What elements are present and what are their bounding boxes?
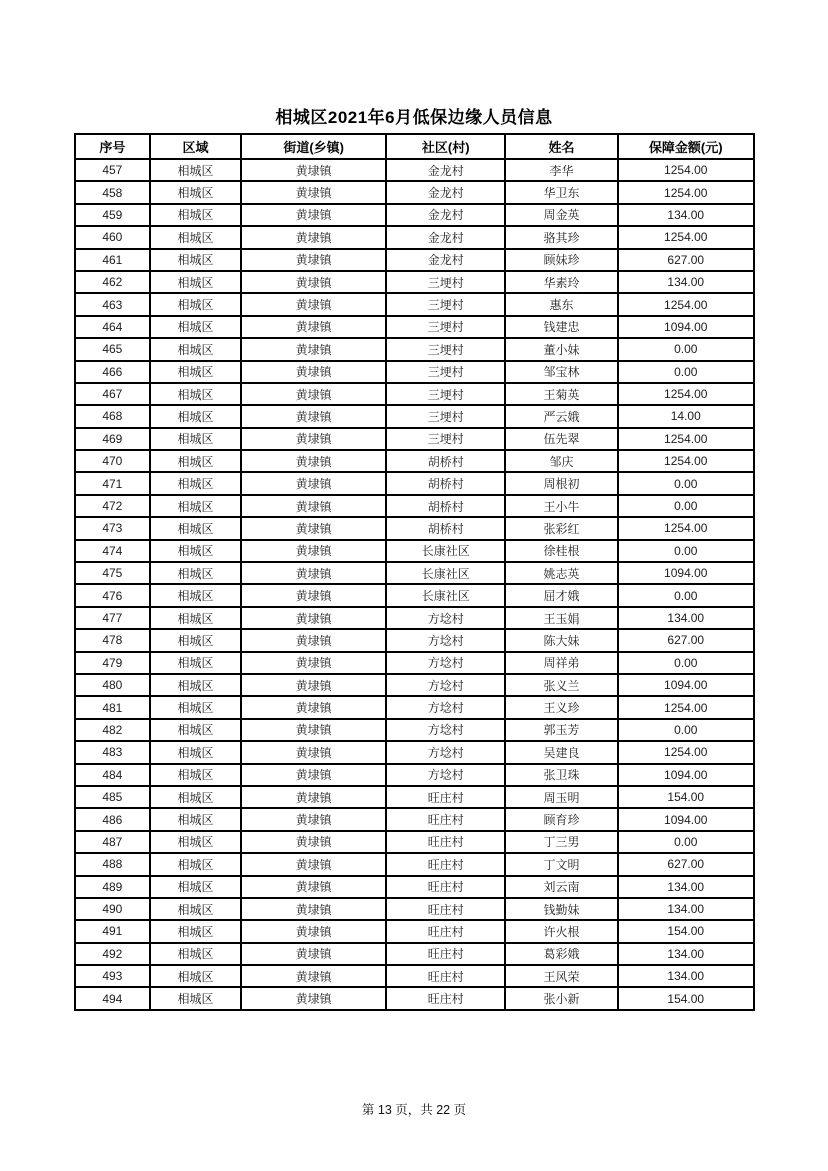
cell-amount: 0.00 [618,495,755,517]
cell-amount: 1254.00 [618,517,755,539]
cell-street: 黄埭镇 [241,338,386,360]
cell-street: 黄埭镇 [241,405,386,427]
table-row [75,495,754,517]
cell-community: 三埂村 [386,405,506,427]
cell-region: 相城区 [150,293,242,315]
cell-community: 胡桥村 [386,517,506,539]
cell-community: 旺庄村 [386,786,506,808]
cell-street: 黄埭镇 [241,293,386,315]
cell-amount: 1254.00 [618,293,755,315]
table-row [75,383,754,405]
cell-serial: 492 [75,943,150,965]
cell-region: 相城区 [150,181,242,203]
cell-name: 钱勤妹 [505,898,617,920]
cell-region: 相城区 [150,472,242,494]
cell-amount: 0.00 [618,652,755,674]
table-row [75,159,754,181]
table-row [75,831,754,853]
records-table [74,133,755,1011]
cell-community: 三埂村 [386,271,506,293]
cell-street: 黄埭镇 [241,920,386,942]
cell-name: 王风荣 [505,965,617,987]
cell-amount: 154.00 [618,786,755,808]
cell-serial: 489 [75,876,150,898]
table-row [75,965,754,987]
cell-amount: 134.00 [618,204,755,226]
cell-region: 相城区 [150,159,242,181]
cell-serial: 462 [75,271,150,293]
table-row [75,898,754,920]
cell-amount: 1254.00 [618,696,755,718]
cell-amount: 1254.00 [618,428,755,450]
cell-amount: 134.00 [618,965,755,987]
cell-amount: 1254.00 [618,181,755,203]
cell-region: 相城区 [150,383,242,405]
cell-name: 骆其珍 [505,226,617,248]
column-header-name: 姓名 [505,134,617,159]
cell-name: 邹庆 [505,450,617,472]
cell-serial: 466 [75,361,150,383]
cell-street: 黄埭镇 [241,808,386,830]
cell-amount: 627.00 [618,249,755,271]
cell-street: 黄埭镇 [241,181,386,203]
cell-serial: 474 [75,540,150,562]
table-row [75,629,754,651]
page-title: 相城区2021年6月低保边缘人员信息 [275,108,553,127]
cell-community: 旺庄村 [386,853,506,875]
table-row [75,338,754,360]
cell-community: 旺庄村 [386,943,506,965]
cell-street: 黄埭镇 [241,584,386,606]
cell-region: 相城区 [150,965,242,987]
cell-serial: 475 [75,562,150,584]
cell-region: 相城区 [150,338,242,360]
cell-region: 相城区 [150,920,242,942]
table-row [75,293,754,315]
cell-serial: 482 [75,719,150,741]
cell-name: 伍先翠 [505,428,617,450]
cell-serial: 490 [75,898,150,920]
table-row [75,607,754,629]
column-header-region: 区域 [150,134,242,159]
cell-serial: 463 [75,293,150,315]
cell-community: 金龙村 [386,204,506,226]
cell-region: 相城区 [150,831,242,853]
cell-amount: 0.00 [618,540,755,562]
cell-street: 黄埭镇 [241,719,386,741]
cell-community: 方埝村 [386,719,506,741]
cell-region: 相城区 [150,517,242,539]
cell-serial: 473 [75,517,150,539]
cell-community: 旺庄村 [386,920,506,942]
cell-region: 相城区 [150,316,242,338]
cell-street: 黄埭镇 [241,741,386,763]
cell-community: 旺庄村 [386,808,506,830]
cell-community: 方埝村 [386,652,506,674]
cell-serial: 460 [75,226,150,248]
table-row [75,204,754,226]
cell-region: 相城区 [150,741,242,763]
cell-region: 相城区 [150,876,242,898]
cell-serial: 468 [75,405,150,427]
cell-street: 黄埭镇 [241,764,386,786]
cell-region: 相城区 [150,719,242,741]
cell-name: 王菊英 [505,383,617,405]
cell-region: 相城区 [150,898,242,920]
cell-amount: 0.00 [618,338,755,360]
cell-region: 相城区 [150,584,242,606]
cell-amount: 154.00 [618,920,755,942]
cell-serial: 487 [75,831,150,853]
table-row [75,361,754,383]
cell-serial: 476 [75,584,150,606]
table-container [74,133,755,1011]
cell-amount: 134.00 [618,607,755,629]
cell-name: 张小新 [505,987,617,1009]
cell-serial: 477 [75,607,150,629]
cell-region: 相城区 [150,428,242,450]
table-row [75,584,754,606]
cell-name: 张彩红 [505,517,617,539]
cell-street: 黄埭镇 [241,540,386,562]
cell-amount: 1254.00 [618,383,755,405]
cell-name: 董小妹 [505,338,617,360]
cell-name: 周玉明 [505,786,617,808]
cell-street: 黄埭镇 [241,607,386,629]
cell-amount: 1094.00 [618,764,755,786]
cell-community: 胡桥村 [386,450,506,472]
table-row [75,652,754,674]
table-row [75,920,754,942]
cell-serial: 486 [75,808,150,830]
cell-amount: 1254.00 [618,450,755,472]
cell-name: 姚志英 [505,562,617,584]
cell-serial: 470 [75,450,150,472]
cell-name: 吴建良 [505,741,617,763]
cell-street: 黄埭镇 [241,517,386,539]
cell-community: 方埝村 [386,674,506,696]
cell-serial: 469 [75,428,150,450]
column-header-amount: 保障金额(元) [618,134,755,159]
cell-amount: 154.00 [618,987,755,1009]
table-row [75,741,754,763]
cell-region: 相城区 [150,808,242,830]
cell-community: 三埂村 [386,383,506,405]
cell-name: 顾育珍 [505,808,617,830]
cell-community: 方埝村 [386,764,506,786]
cell-region: 相城区 [150,405,242,427]
cell-community: 胡桥村 [386,472,506,494]
cell-street: 黄埭镇 [241,383,386,405]
cell-amount: 1254.00 [618,226,755,248]
cell-region: 相城区 [150,943,242,965]
cell-serial: 461 [75,249,150,271]
table-row [75,808,754,830]
cell-name: 顾妹珍 [505,249,617,271]
cell-serial: 493 [75,965,150,987]
cell-serial: 458 [75,181,150,203]
cell-community: 三埂村 [386,428,506,450]
cell-serial: 481 [75,696,150,718]
cell-street: 黄埭镇 [241,361,386,383]
cell-serial: 488 [75,853,150,875]
table-row [75,853,754,875]
cell-street: 黄埭镇 [241,316,386,338]
cell-serial: 484 [75,764,150,786]
cell-region: 相城区 [150,540,242,562]
cell-amount: 134.00 [618,943,755,965]
table-row [75,987,754,1009]
cell-serial: 485 [75,786,150,808]
cell-community: 长康社区 [386,562,506,584]
cell-name: 周金英 [505,204,617,226]
cell-name: 周根初 [505,472,617,494]
cell-serial: 483 [75,741,150,763]
cell-name: 刘云南 [505,876,617,898]
cell-community: 金龙村 [386,159,506,181]
cell-community: 三埂村 [386,361,506,383]
cell-serial: 467 [75,383,150,405]
table-body [75,159,754,1010]
cell-serial: 464 [75,316,150,338]
cell-region: 相城区 [150,271,242,293]
cell-name: 丁三男 [505,831,617,853]
cell-community: 金龙村 [386,226,506,248]
cell-street: 黄埭镇 [241,674,386,696]
cell-name: 周祥弟 [505,652,617,674]
cell-serial: 465 [75,338,150,360]
table-row [75,562,754,584]
table-row [75,696,754,718]
cell-amount: 1094.00 [618,562,755,584]
cell-name: 葛彩娥 [505,943,617,965]
cell-community: 方埝村 [386,741,506,763]
cell-community: 旺庄村 [386,876,506,898]
table-row [75,249,754,271]
cell-name: 李华 [505,159,617,181]
table-header-row [75,134,754,159]
cell-community: 方埝村 [386,696,506,718]
cell-community: 三埂村 [386,316,506,338]
cell-name: 张卫珠 [505,764,617,786]
cell-name: 严云娥 [505,405,617,427]
cell-region: 相城区 [150,987,242,1009]
table-row [75,181,754,203]
cell-community: 长康社区 [386,540,506,562]
cell-region: 相城区 [150,204,242,226]
column-header-serial: 序号 [75,134,150,159]
table-row [75,786,754,808]
cell-serial: 480 [75,674,150,696]
cell-street: 黄埭镇 [241,987,386,1009]
cell-community: 旺庄村 [386,965,506,987]
cell-street: 黄埭镇 [241,898,386,920]
cell-region: 相城区 [150,674,242,696]
table-row [75,450,754,472]
table-row [75,316,754,338]
cell-street: 黄埭镇 [241,965,386,987]
cell-name: 钱建忠 [505,316,617,338]
cell-community: 金龙村 [386,249,506,271]
cell-community: 旺庄村 [386,987,506,1009]
cell-region: 相城区 [150,495,242,517]
cell-region: 相城区 [150,696,242,718]
cell-name: 邹宝林 [505,361,617,383]
table-row [75,405,754,427]
cell-street: 黄埭镇 [241,831,386,853]
cell-amount: 1254.00 [618,159,755,181]
cell-community: 金龙村 [386,181,506,203]
table-row [75,876,754,898]
cell-street: 黄埭镇 [241,249,386,271]
cell-region: 相城区 [150,786,242,808]
cell-community: 三埂村 [386,338,506,360]
cell-region: 相城区 [150,607,242,629]
cell-name: 华卫东 [505,181,617,203]
cell-name: 王小牛 [505,495,617,517]
table-row [75,517,754,539]
cell-name: 惠东 [505,293,617,315]
cell-community: 三埂村 [386,293,506,315]
cell-street: 黄埭镇 [241,562,386,584]
cell-amount: 14.00 [618,405,755,427]
cell-region: 相城区 [150,764,242,786]
cell-region: 相城区 [150,249,242,271]
cell-region: 相城区 [150,450,242,472]
table-row [75,764,754,786]
table-row [75,719,754,741]
cell-name: 张义兰 [505,674,617,696]
cell-street: 黄埭镇 [241,450,386,472]
cell-name: 王玉娟 [505,607,617,629]
page-footer: 第 13 页，共 22 页 [361,1103,467,1117]
cell-street: 黄埭镇 [241,853,386,875]
cell-serial: 478 [75,629,150,651]
cell-amount: 0.00 [618,361,755,383]
cell-name: 徐桂根 [505,540,617,562]
cell-region: 相城区 [150,629,242,651]
cell-community: 方埝村 [386,629,506,651]
cell-serial: 494 [75,987,150,1009]
cell-serial: 479 [75,652,150,674]
cell-street: 黄埭镇 [241,652,386,674]
cell-street: 黄埭镇 [241,472,386,494]
cell-amount: 0.00 [618,472,755,494]
cell-street: 黄埭镇 [241,204,386,226]
cell-name: 华素玲 [505,271,617,293]
cell-community: 旺庄村 [386,831,506,853]
cell-region: 相城区 [150,226,242,248]
cell-street: 黄埭镇 [241,696,386,718]
cell-street: 黄埭镇 [241,271,386,293]
cell-amount: 1094.00 [618,674,755,696]
cell-region: 相城区 [150,361,242,383]
cell-community: 方埝村 [386,607,506,629]
cell-street: 黄埭镇 [241,943,386,965]
table-row [75,428,754,450]
cell-street: 黄埭镇 [241,159,386,181]
cell-amount: 134.00 [618,898,755,920]
cell-community: 长康社区 [386,584,506,606]
cell-region: 相城区 [150,853,242,875]
cell-street: 黄埭镇 [241,786,386,808]
cell-street: 黄埭镇 [241,495,386,517]
column-header-street: 街道(乡镇) [241,134,386,159]
cell-name: 丁文明 [505,853,617,875]
cell-amount: 1094.00 [618,316,755,338]
cell-street: 黄埭镇 [241,428,386,450]
cell-amount: 134.00 [618,271,755,293]
cell-serial: 457 [75,159,150,181]
cell-region: 相城区 [150,562,242,584]
cell-serial: 459 [75,204,150,226]
cell-name: 郭玉芳 [505,719,617,741]
cell-name: 许火根 [505,920,617,942]
cell-street: 黄埭镇 [241,226,386,248]
cell-name: 王义珍 [505,696,617,718]
cell-amount: 0.00 [618,719,755,741]
cell-region: 相城区 [150,652,242,674]
cell-serial: 491 [75,920,150,942]
cell-amount: 627.00 [618,853,755,875]
table-row [75,540,754,562]
cell-community: 旺庄村 [386,898,506,920]
table-row [75,472,754,494]
cell-serial: 472 [75,495,150,517]
cell-serial: 471 [75,472,150,494]
table-row [75,271,754,293]
cell-amount: 0.00 [618,584,755,606]
cell-amount: 0.00 [618,831,755,853]
table-row [75,674,754,696]
cell-name: 陈大妹 [505,629,617,651]
cell-amount: 627.00 [618,629,755,651]
table-row [75,226,754,248]
column-header-community: 社区(村) [386,134,506,159]
cell-street: 黄埭镇 [241,876,386,898]
cell-community: 胡桥村 [386,495,506,517]
table-row [75,943,754,965]
cell-amount: 1094.00 [618,808,755,830]
cell-amount: 1254.00 [618,741,755,763]
cell-amount: 134.00 [618,876,755,898]
cell-name: 屈才娥 [505,584,617,606]
cell-street: 黄埭镇 [241,629,386,651]
